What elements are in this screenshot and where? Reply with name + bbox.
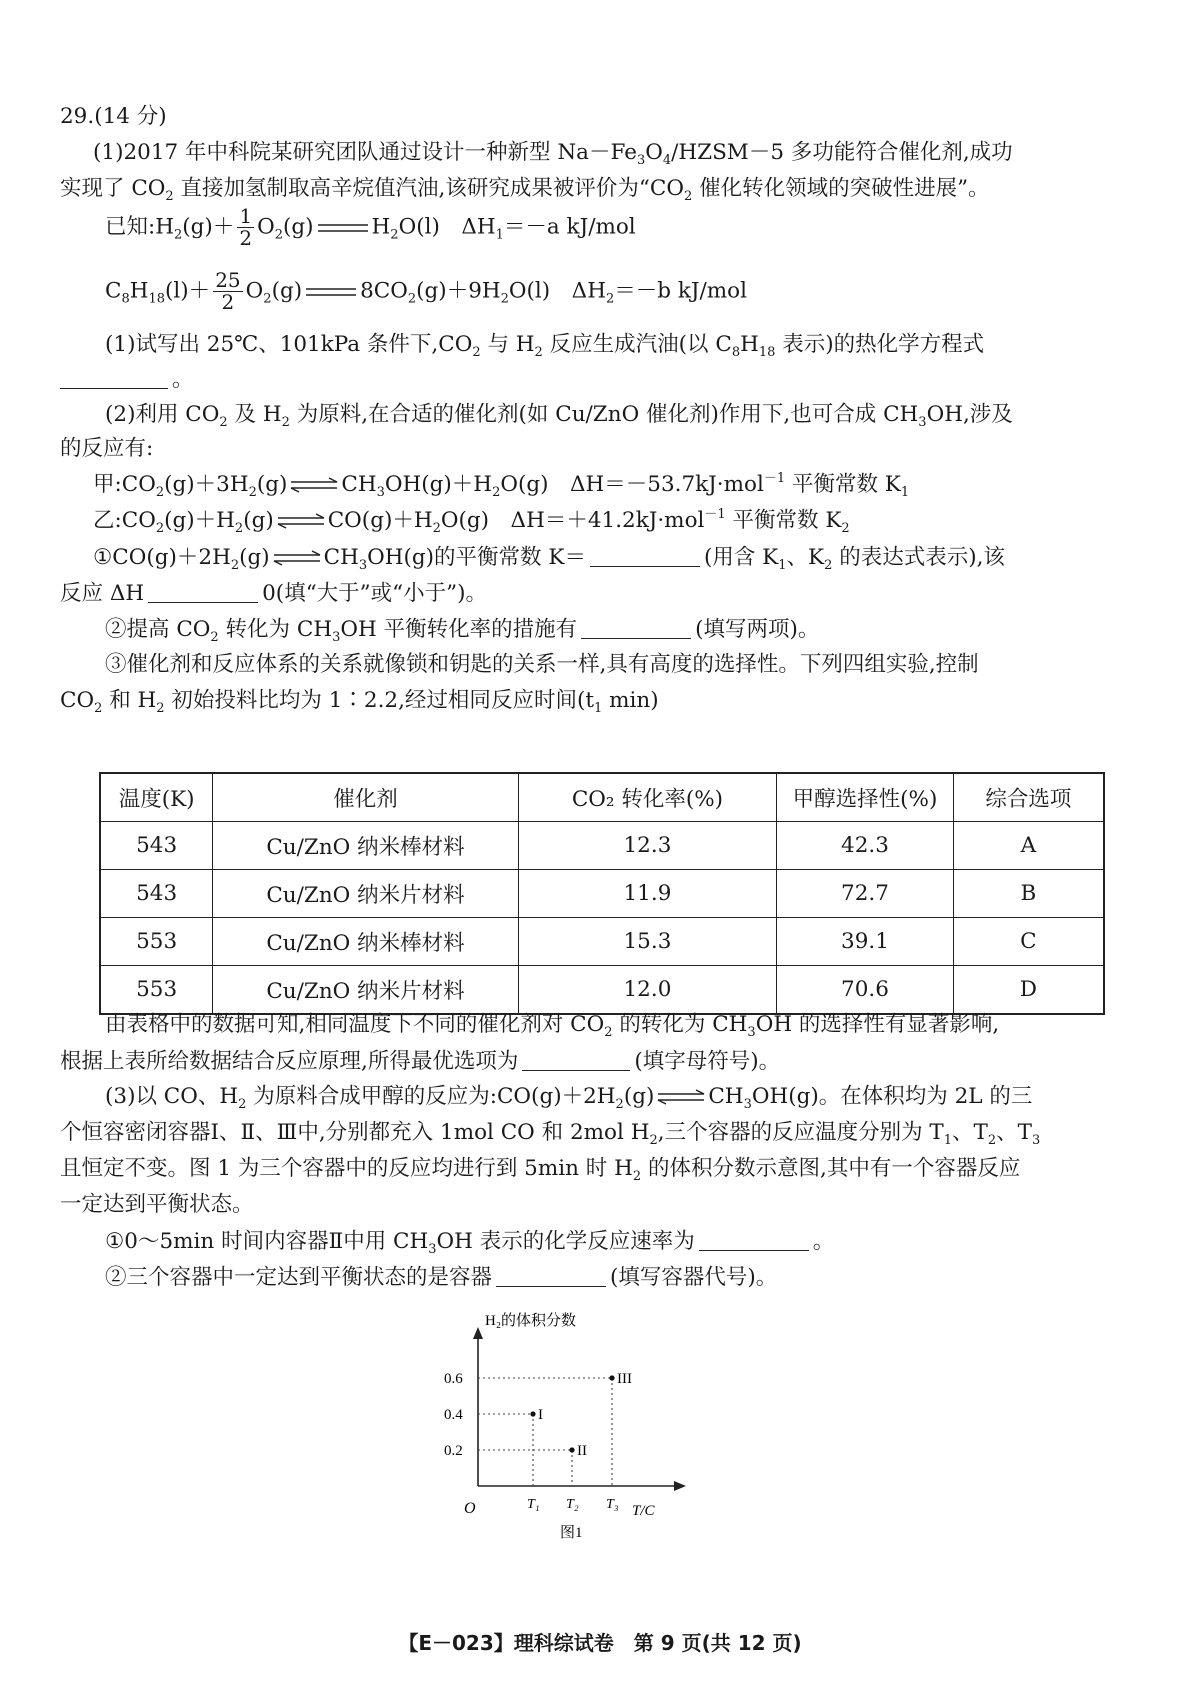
answer-blank[interactable] [60,366,168,389]
table-header-cell: 综合选项 [953,773,1104,822]
table-cell: C [953,918,1104,966]
intro-line-2: 实现了 $CO_2$ 直接加氢制取高辛烷值汽油,该研究成果被评价为“$CO_2$ 催化转化领域的突破性进展”。 [60,176,990,204]
table-cell: A [953,822,1104,870]
q3-sub-2: ②三个容器中一定达到平衡状态的是容器 (填写容器代号)。 [105,1265,778,1290]
table-cell: 12.0 [518,966,776,1015]
table-cell: 42.3 [777,822,954,870]
table-cell: 70.6 [777,966,954,1015]
table-cell: 553 [100,966,213,1015]
reaction-b: 乙$:CO_2(g)+H_2(g)$ $CO(g)+H_2O(g)$ ΔH＝＋41.2kJ·mol$^{-1}$ 平衡常数 $K_2$ [93,507,850,536]
chart-marks [530,1371,632,1459]
answer-blank[interactable] [581,616,691,639]
table-row [100,918,1104,966]
table-cell: 11.9 [518,870,776,918]
q2-intro-line-1: (2)利用 $CO_2$ 及 $H_2$ 为原料,在合适的催化剂(如 Cu/ZnO 催化剂)作用下,也可合成 $CH_3OH$,涉及 [105,402,1013,430]
table-cell: 543 [100,870,213,918]
figure-caption: 图1 [560,1525,583,1541]
figure-1-chart [444,1305,750,1541]
table-cell: 72.7 [777,870,954,918]
catalyst-data-table [99,772,1105,1015]
table-cell: Cu/ZnO 纳米棒材料 [213,918,518,966]
sub-question-2-3-cont: $CO_2$ 和 $H_2$ 初始投料比均为 1∶2.2,经过相同反应时间($t_1$ min) [60,688,659,716]
table-cell: Cu/ZnO 纳米片材料 [213,870,518,918]
table-cell: 543 [100,822,213,870]
y-tick-label: 0.6 [444,1371,463,1387]
table-row [100,870,1104,918]
known-equation-2: $C_8H_{18}(l)+$ $\frac{25}{2}$ $O_2(g)$ $8CO_2(g)+9H_2O(l)$ $\Delta H_2=-b$ kJ/mol [105,268,747,314]
y-axis-label: H₂的体积分数 [485,1313,577,1329]
fraction-25-over-2: $\frac{25}{2}$ [215,268,241,314]
chart-guide-lines [478,1378,612,1486]
table-header-cell: 甲醇选择性(%) [777,773,954,822]
intro-line-1: (1)2017 年中科院某研究团队通过设计一种新型 $Na-Fe_3O_4/HZSM-5$ 多功能符合催化剂,成功 [93,140,1013,168]
page-footer: 【E－023】理科综试卷 第 9 页(共 12 页) [398,1631,802,1655]
reversible-arrow-icon [289,478,339,492]
table-cell: 15.3 [518,918,776,966]
y-tick-label: 0.2 [444,1443,463,1459]
x-tick-label: T₃ [606,1497,619,1512]
equals-sign-icon [304,286,358,298]
table-conclusion-2: 根据上表所给数据结合反应原理,所得最优选项为 (填字母符号)。 [60,1049,781,1074]
answer-blank[interactable] [699,1228,809,1251]
q3-line-4: 一定达到平衡状态。 [60,1192,254,1217]
reversible-arrow-icon [656,1090,706,1104]
x-axis-label: T/C [632,1503,655,1519]
origin-label: O [464,1500,476,1517]
q3-line-2: 个恒容密闭容器Ⅰ、Ⅱ、Ⅲ中,分别都充入 1mol CO 和 2mol $H_2$,三个容器的反应温度分别为 $T_1$、$T_2$、$T_3$ [60,1120,1041,1148]
x-tick-label: T₂ [566,1497,579,1512]
sub-question-2-1-cont: 反应 ΔH 0(填“大于”或“小于”)。 [60,581,488,606]
table-header-cell: 温度(K) [100,773,213,822]
table-cell: D [953,966,1104,1015]
data-point [569,1447,574,1452]
reversible-arrow-icon [276,514,326,528]
y-axis-arrow-icon [473,1327,483,1339]
answer-blank-line: 。 [60,366,194,393]
table-cell: 39.1 [777,918,954,966]
table-cell: B [953,870,1104,918]
sub-question-2-1: $①CO(g)+2H_2(g)$ $CH_3OH(g)$的平衡常数 K＝ (用含 $K_1$、$K_2$ 的表达式表示),该 [93,545,1005,573]
table-cell: Cu/ZnO 纳米片材料 [213,966,518,1015]
data-point-label: II [577,1443,587,1459]
x-axis-arrow-icon [674,1481,686,1491]
table-header-row [100,773,1104,822]
sub-question-2-3: ③催化剂和反应体系的关系就像锁和钥匙的关系一样,具有高度的选择性。下列四组实验,控制 [105,652,979,677]
data-point [530,1411,535,1416]
table-cell: 12.3 [518,822,776,870]
data-point-label: III [617,1371,632,1387]
q3-line-1: (3)以 CO、$H_2$ 为原料合成甲醇的反应为$:CO(g)+2H_2(g)$ $CH_3OH(g)$。在体积均为 2L 的三 [105,1084,1033,1112]
x-tick-label: T₁ [527,1497,540,1512]
q3-sub-1: ①0～5min 时间内容器Ⅱ中用 $CH_3OH$ 表示的化学反应速率为 。 [105,1229,835,1257]
chart-labels [444,1312,656,1541]
table-row [100,966,1104,1015]
data-point [609,1375,614,1380]
reversible-arrow-icon [272,551,322,565]
table-header-cell: 催化剂 [213,773,518,822]
question-number: 29.(14 分) [60,104,167,129]
sub-question-2-2: ②提高 $CO_2$ 转化为 $CH_3OH$ 平衡转化率的措施有 (填写两项)。 [105,617,820,645]
y-tick-label: 0.4 [444,1407,463,1423]
q2-intro-line-2: 的反应有: [60,436,154,461]
answer-blank[interactable] [496,1264,606,1287]
table-cell: Cu/ZnO 纳米棒材料 [213,822,518,870]
answer-blank[interactable] [148,580,258,603]
table-conclusion-1: 由表格中的数据可知,相同温度下不同的催化剂对 $CO_2$ 的转化为 $CH_3OH$ 的选择性有显著影响, [105,1012,1000,1040]
table-cell: 553 [100,918,213,966]
chart-axes [473,1327,686,1491]
known-equation-1: 已知$:H_2(g)+$ $\frac{1}{2}$ $O_2(g)$ $H_2O(l)$ $\Delta H_1=-a$ kJ/mol [105,204,636,250]
answer-blank[interactable] [522,1048,630,1071]
fraction-half: $\frac{1}{2}$ [239,204,253,250]
equals-sign-icon [316,222,370,234]
answer-blank[interactable] [590,544,700,567]
sub-question-1: (1)试写出 25℃、101kPa 条件下$,CO_2$ 与 $H_2$ 反应生成汽油(以 $C_8H_{18}$ 表示)的热化学方程式 [105,332,985,360]
q3-line-3: 且恒定不变。图 1 为三个容器中的反应均进行到 5min 时 $H_2$ 的体积分数示意图,其中有一个容器反应 [60,1156,1021,1184]
table-header-cell: CO₂ 转化率(%) [518,773,776,822]
reaction-a: 甲$:CO_2(g)+3H_2(g)$ $CH_3OH(g)+H_2O(g)$ ΔH＝－53.7kJ·mol$^{-1}$ 平衡常数 $K_1$ [93,471,910,500]
table-row [100,822,1104,870]
data-point-label: I [538,1407,543,1423]
